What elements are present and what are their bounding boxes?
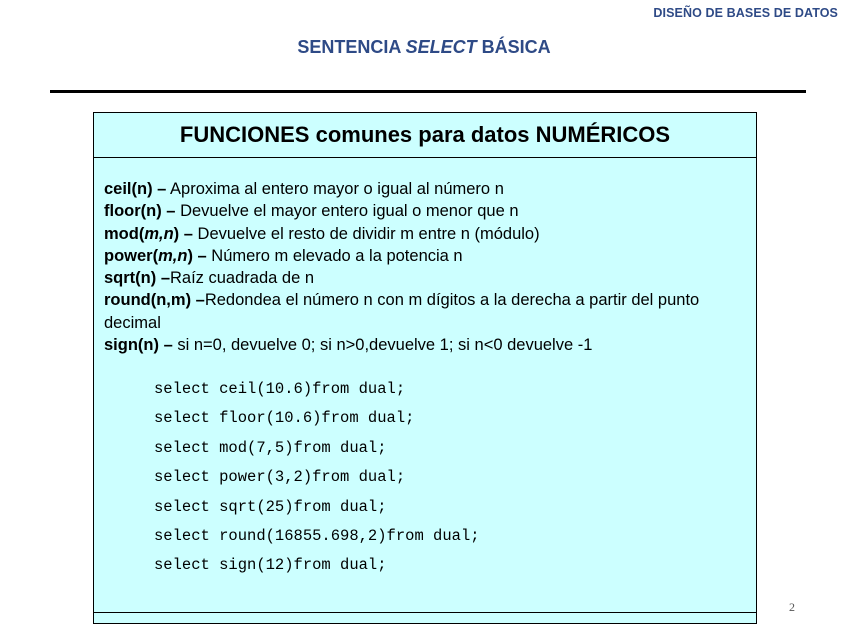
course-header: DISEÑO DE BASES DE DATOS [653,6,838,20]
function-args: m,n [158,246,188,265]
code-line: select power(3,2)from dual; [154,468,406,487]
box-footer-divider [94,612,756,613]
function-item-sign [104,334,744,356]
function-args: m,n [144,224,174,243]
function-name: sign(n) – [104,336,173,355]
code-line: select sqrt(25)from dual; [154,497,387,516]
function-name-part: ) – [187,246,207,265]
function-desc: Aproxima al entero mayor o igual al número n [166,180,504,198]
function-desc: Número m elevado a la potencia n [206,246,463,265]
function-name: round(n,m) – [104,291,205,310]
function-name [104,225,193,243]
function-desc: Devuelve el mayor entero igual o menor que n [175,202,519,221]
function-name: floor(n) – [104,202,176,221]
function-item-power [104,245,744,267]
page-number: 2 [789,600,795,614]
function-desc: Redondea el número n con m dígitos a la derecha a partir del punto decimal [104,291,700,332]
code-line: select floor(10.6)from dual; [154,409,415,428]
function-item-sqrt [104,267,744,289]
function-desc: si n=0, devuelve 0; si n>0,devuelve 1; si n<0 devuelve -1 [172,336,593,355]
code-line: select round(16855.698,2)from dual; [154,527,480,546]
function-name-part: mod( [104,224,145,243]
title-divider [50,90,806,93]
function-item-mod [104,223,744,245]
slide-title [0,37,848,58]
function-name-part: ) – [173,224,193,243]
box-heading: FUNCIONES comunes para datos NUMÉRICOS [94,113,756,158]
function-list [104,178,744,356]
function-name-part: power( [104,246,159,265]
title-prefix: SENTENCIA [297,37,406,57]
function-desc: Devuelve el resto de dividir m entre n (módulo) [192,224,540,243]
function-name [104,247,207,265]
code-line: select mod(7,5)from dual; [154,438,387,457]
function-item-ceil [104,178,744,200]
title-italic: SELECT [405,37,477,57]
function-desc: Raíz cuadrada de n [170,269,315,288]
functions-box [93,112,757,624]
code-line: select ceil(10.6)from dual; [154,380,406,398]
function-item-round [104,289,744,334]
code-examples [154,375,480,581]
title-suffix: BÁSICA [476,37,551,57]
function-name: sqrt(n) – [104,269,170,288]
function-item-floor [104,200,744,222]
function-name: ceil(n) – [104,180,167,198]
code-line: select sign(12)from dual; [154,556,387,575]
